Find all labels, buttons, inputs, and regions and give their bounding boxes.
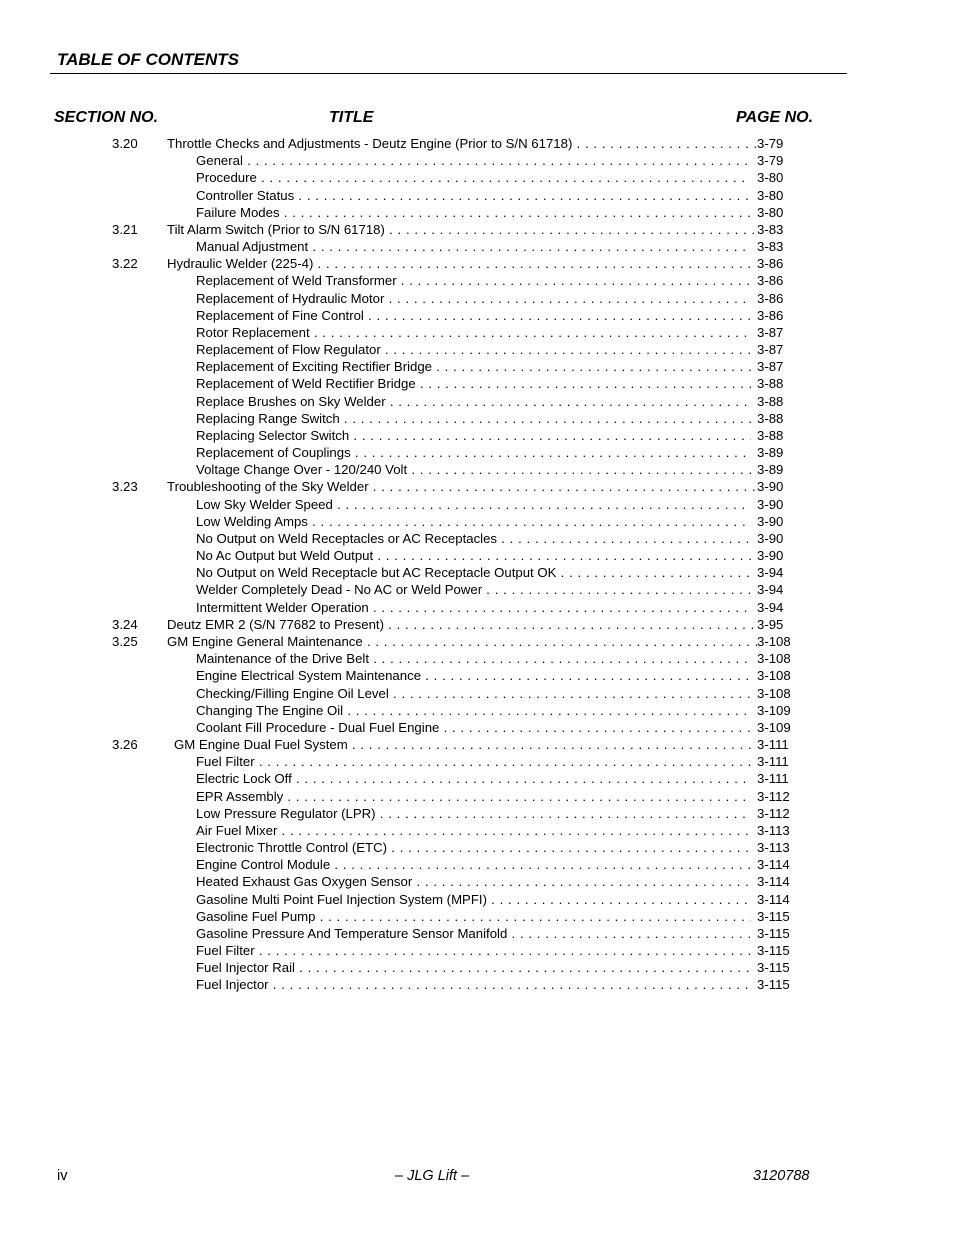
toc-entry-title: Replacing Selector Switch . . . [196,427,751,444]
toc-entry-title: Heated Exhaust Gas Oxygen Sensor . . . [196,873,751,890]
toc-entry-title: Engine Control Module . . . [196,856,751,873]
toc-page-number: 3-79 [757,136,784,151]
toc-entry-title: Gasoline Multi Point Fuel Injection System (MPFI) . . . [196,891,751,908]
toc-list [0,135,954,994]
toc-entry-title: Fuel Injector . . . [196,976,751,993]
toc-entry[interactable] [0,788,954,805]
toc-entry-title: Engine Electrical System Maintenance . . . [196,667,751,684]
toc-entry-title: Low Pressure Regulator (LPR) . . . [196,805,751,822]
toc-page-number: 3-109 [757,702,791,718]
toc-entry[interactable] [0,547,954,564]
toc-page-number: 3-90 [757,513,784,529]
toc-entry-title: Procedure . . . [196,169,751,186]
toc-page-number: 3-86 [757,290,784,306]
toc-entry[interactable] [0,908,954,925]
toc-page-number: 3-114 [757,891,790,907]
toc-page-number: 3-114 [757,874,790,890]
toc-entry-title: Maintenance of the Drive Belt . . . [196,650,751,667]
toc-page-number: 3-95 [757,616,784,632]
toc-page-number: 3-111 [757,737,789,753]
toc-entry[interactable] [0,427,954,444]
column-head-title: TITLE [329,109,374,126]
toc-page-number: 3-86 [757,307,784,323]
toc-page-number: 3-88 [757,410,784,426]
toc-entry-title: Voltage Change Over - 120/240 Volt . . . [196,461,751,478]
toc-entry-title: Deutz EMR 2 (S/N 77682 to Present) . . . [167,616,757,633]
toc-entry-title: Coolant Fill Procedure - Dual Fuel Engine . . . [196,719,751,736]
toc-page-number: 3-90 [757,496,784,512]
toc-section-number: 3.20 [112,136,138,151]
toc-page-number: 3-80 [757,170,784,186]
toc-page-number: 3-86 [757,256,784,272]
toc-page-number: 3-115 [757,943,790,959]
toc-section-number: 3.24 [112,616,138,632]
toc-entry[interactable] [0,891,954,908]
toc-entry-title: Replacement of Couplings . . . [196,444,751,461]
toc-entry[interactable] [0,633,954,650]
toc-entry[interactable] [0,685,954,702]
toc-entry[interactable] [0,530,954,547]
toc-entry-title: Replacement of Weld Transformer . . . [196,272,751,289]
toc-page-number: 3-113 [757,840,790,856]
toc-entry[interactable] [0,496,954,513]
toc-page-number: 3-115 [757,908,790,924]
toc-page-number: 3-90 [757,479,784,495]
toc-entry-title: Replace Brushes on Sky Welder . . . [196,393,751,410]
toc-page-number: 3-88 [757,427,784,443]
toc-entry[interactable] [0,736,954,753]
toc-entry-title: Tilt Alarm Switch (Prior to S/N 61718) . . . [167,221,757,238]
toc-entry[interactable] [0,925,954,942]
toc-section-number: 3.21 [112,221,138,237]
toc-entry[interactable] [0,221,954,238]
toc-entry[interactable] [0,238,954,255]
toc-page-number: 3-79 [757,153,784,169]
toc-entry[interactable] [0,272,954,289]
toc-entry[interactable] [0,976,954,993]
toc-entry[interactable] [0,341,954,358]
toc-entry[interactable] [0,650,954,667]
toc-entry-title: Throttle Checks and Adjustments - Deutz Engine (Prior to S/N 61718) . . . [167,135,757,152]
toc-entry-title: GM Engine General Maintenance . . . [167,633,757,650]
toc-entry-title: No Output on Weld Receptacle but AC Receptacle Output OK . . . [196,564,751,581]
toc-page-number: 3-87 [757,324,784,340]
toc-page-number: 3-114 [757,857,790,873]
toc-page-number: 3-80 [757,187,784,203]
toc-entry-title: No Output on Weld Receptacles or AC Receptacles . . . [196,530,751,547]
toc-page-number: 3-88 [757,376,784,392]
toc-entry-title: EPR Assembly . . . [196,788,751,805]
toc-page-number: 3-90 [757,530,784,546]
toc-entry-title: Checking/Filling Engine Oil Level . . . [196,685,751,702]
toc-page-number: 3-80 [757,204,784,220]
toc-page-number: 3-86 [757,273,784,289]
toc-page-number: 3-87 [757,342,784,358]
toc-entry[interactable] [0,152,954,169]
toc-entry[interactable] [0,942,954,959]
toc-page-number: 3-111 [757,754,789,770]
toc-entry-title: Replacing Range Switch . . . [196,410,751,427]
toc-entry[interactable] [0,290,954,307]
toc-page-number: 3-94 [757,599,784,615]
toc-entry-title: Intermittent Welder Operation . . . [196,599,751,616]
toc-section-number: 3.22 [112,256,138,272]
toc-section-number: 3.26 [112,737,138,753]
toc-entry-title: No Ac Output but Weld Output . . . [196,547,751,564]
toc-entry-title: Manual Adjustment . . . [196,238,751,255]
toc-entry[interactable] [0,255,954,272]
toc-entry[interactable] [0,393,954,410]
toc-entry[interactable] [0,599,954,616]
toc-entry[interactable] [0,444,954,461]
toc-entry[interactable] [0,461,954,478]
toc-entry[interactable] [0,324,954,341]
toc-entry[interactable] [0,564,954,581]
toc-entry[interactable] [0,187,954,204]
toc-entry-title: Air Fuel Mixer . . . [196,822,751,839]
toc-entry[interactable] [0,753,954,770]
toc-page-number: 3-112 [757,788,790,804]
column-head-section: SECTION NO. [54,109,159,126]
column-head-page: PAGE NO. [736,109,814,126]
toc-entry-title: Replacement of Weld Rectifier Bridge . . . [196,375,751,392]
footer-publisher: – JLG Lift – [395,1168,470,1184]
toc-page-number: 3-111 [757,771,789,787]
toc-page-number: 3-90 [757,548,784,564]
toc-page-number: 3-108 [757,651,791,667]
toc-page-number: 3-108 [757,685,791,701]
toc-entry[interactable] [0,375,954,392]
toc-entry[interactable] [0,839,954,856]
toc-entry-title: Replacement of Hydraulic Motor . . . [196,290,751,307]
toc-entry-title: Gasoline Fuel Pump . . . [196,908,751,925]
toc-entry-title: GM Engine Dual Fuel System . . . [174,736,757,753]
toc-entry[interactable] [0,856,954,873]
toc-entry[interactable] [0,135,954,152]
toc-entry-title: Welder Completely Dead - No AC or Weld Power . . . [196,581,751,598]
toc-entry-title: Electronic Throttle Control (ETC) . . . [196,839,751,856]
toc-entry[interactable] [0,702,954,719]
toc-entry-title: Fuel Filter . . . [196,753,751,770]
toc-page-number: 3-89 [757,462,784,478]
toc-entry[interactable] [0,307,954,324]
toc-entry-title: Fuel Injector Rail . . . [196,959,751,976]
toc-entry-title: Replacement of Fine Control . . . [196,307,751,324]
toc-entry-title: Gasoline Pressure And Temperature Sensor Manifold . . . [196,925,751,942]
footer-page-number: iv [57,1168,68,1184]
toc-page-number: 3-83 [757,221,784,237]
toc-entry[interactable] [0,410,954,427]
toc-entry[interactable] [0,204,954,221]
toc-entry-title: Low Sky Welder Speed . . . [196,496,751,513]
toc-entry-title: Rotor Replacement . . . [196,324,751,341]
footer-doc-number: 3120788 [753,1168,810,1184]
toc-entry[interactable] [0,959,954,976]
page-header-title: TABLE OF CONTENTS [57,50,239,69]
toc-entry[interactable] [0,873,954,890]
toc-page-number: 3-88 [757,393,784,409]
toc-page-number: 3-115 [757,925,790,941]
toc-entry-title: Hydraulic Welder (225-4) . . . [167,255,757,272]
toc-entry[interactable] [0,513,954,530]
toc-entry[interactable] [0,822,954,839]
toc-section-number: 3.25 [112,633,138,649]
toc-page-number: 3-112 [757,805,790,821]
toc-entry[interactable] [0,719,954,736]
toc-entry[interactable] [0,805,954,822]
toc-entry-title: Replacement of Exciting Rectifier Bridge . . . [196,358,751,375]
toc-page-number: 3-89 [757,445,784,461]
toc-entry[interactable] [0,581,954,598]
toc-section-number: 3.23 [112,479,138,495]
toc-entry-title: Fuel Filter . . . [196,942,751,959]
toc-page-number: 3-94 [757,582,784,598]
toc-entry-title: Electric Lock Off . . . [196,770,751,787]
toc-entry-title: Changing The Engine Oil . . . [196,702,751,719]
toc-page-number: 3-109 [757,719,791,735]
toc-entry-title: Troubleshooting of the Sky Welder . . . [167,478,757,495]
toc-entry[interactable] [0,667,954,684]
toc-entry-title: Replacement of Flow Regulator . . . [196,341,751,358]
toc-page-number: 3-113 [757,822,790,838]
toc-page-number: 3-115 [757,960,790,976]
toc-entry[interactable] [0,616,954,633]
toc-page-number: 3-94 [757,565,784,581]
toc-entry-title: Low Welding Amps . . . [196,513,751,530]
toc-entry-title: General . . . [196,152,751,169]
header-rule [50,73,847,74]
toc-entry[interactable] [0,770,954,787]
toc-entry-title: Controller Status . . . [196,187,751,204]
toc-page-number: 3-108 [757,668,791,684]
toc-entry[interactable] [0,478,954,495]
toc-entry-title: Failure Modes . . . [196,204,751,221]
toc-page-number: 3-87 [757,359,784,375]
toc-page-number: 3-108 [757,633,791,649]
toc-entry[interactable] [0,169,954,186]
toc-page-number: 3-83 [757,239,784,255]
toc-entry[interactable] [0,358,954,375]
toc-page-number: 3-115 [757,977,790,993]
